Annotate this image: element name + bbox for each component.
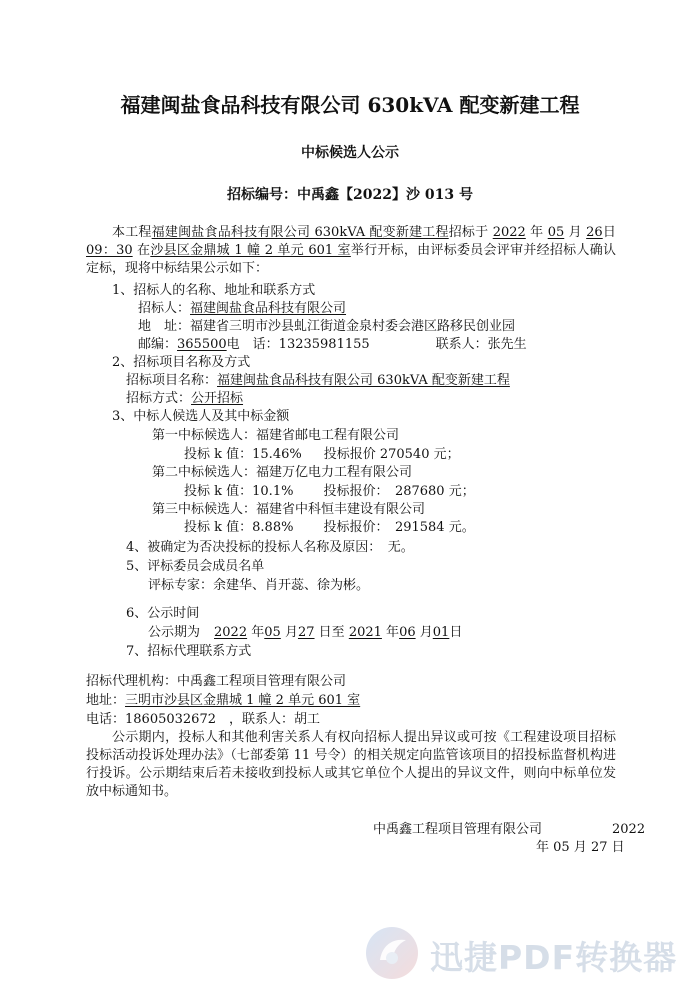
project-name-line [126,372,510,390]
date-text: 月 [284,625,298,640]
notice-text: 公示期内，投标人和其他利害关系人有权向招标人提出异议或可按《工程建设项目招标投标活动投诉处理办法》（七部委第 11 号令）的相关规定向监管该项目的招投标监督机构进行投诉。公示期结束后若未接收到投标人或其它单位个人提出的异议文件，则向中标单位发放中标通知书。 [86,730,616,799]
intro-paragraph [86,224,616,278]
candidate-2-name: 第二中标候选人：福建万亿电力工程有限公司 [152,465,413,480]
intro-year: 2022 [492,225,526,240]
intro-day: 26 [586,225,603,240]
signature-year: 2022 [612,822,646,837]
section-7-heading: 7、招标代理联系方式 [126,644,252,659]
bid-method: 公开招标 [191,391,244,406]
start-year: 2022 [214,625,248,640]
start-month: 05 [264,625,281,640]
date-text: 日至 [318,625,345,640]
intro-place: 沙县区金鼎城 1 幢 2 单元 601 室 [150,243,351,258]
bid-method-label: 招标方式： [126,391,192,406]
bid-number: 招标编号：中禹鑫【2022】沙 013 号 [227,187,473,203]
date-text: 日 [449,625,463,640]
section-5-heading: 5、评标委员会成员名单 [126,559,265,574]
watermark-text: 迅捷PDF转换器 [430,938,678,977]
tenderer-address-line [138,318,515,336]
document-subtitle: 中标候选人公示 [301,145,399,161]
section-4-text: 4、被确定为否决投标的投标人名称及原因： 无。 [126,540,414,555]
section-3-heading: 3、中标人候选人及其中标金额 [112,409,290,424]
intro-project-name: 福建闽盐食品科技有限公司 630kVA 配变新建工程 [151,225,449,240]
signature-date: 年 05 月 27 日 [536,840,625,855]
candidate-1-bid [184,446,460,464]
candidate-3-bid [184,519,475,537]
publicity-period [148,624,462,642]
intro-text: 日 [602,225,616,240]
tenderer-name: 福建闽盐食品科技有限公司 [190,301,347,316]
notice-paragraph [86,729,616,801]
intro-text: 本工程 [112,225,152,240]
intro-text: 年 [530,225,544,240]
expert-list: 评标专家：余建华、肖开蕊、徐为彬。 [148,578,370,593]
intro-text: 月 [568,225,582,240]
intro-text: 在 [137,243,151,258]
agency-contact: 电话：18605032672 ，联系人：胡工 [86,712,320,727]
tenderer-address: 福建省三明市沙县虬江街道金泉村委会港区路移民创业园 [190,319,516,334]
candidate-1-price: 投标报价 270540 元； [323,447,460,462]
intro-text: 举行开标，由评标委员会评审并经招标人确认定标，现将中标结果公示如下： [86,243,616,276]
signature-org: 中禹鑫工程项目管理有限公司 [373,822,543,837]
candidate-1-name: 第一中标候选人：福建省邮电工程有限公司 [152,428,400,443]
tenderer-address-label: 地 址： [138,319,191,334]
agency-name: 招标代理机构：中禹鑫工程项目管理有限公司 [86,674,347,689]
intro-month: 05 [547,225,565,240]
candidate-2-price: 投标报价： 287680 元； [323,484,475,499]
agency-address-line [86,692,360,710]
date-text: 年 [251,625,265,640]
phone-number: 13235981155 [278,337,370,352]
intro-text: 招标于 [448,225,489,240]
bid-method-line [126,390,243,408]
end-month: 06 [399,625,416,640]
candidate-3-price: 投标报价： 291584 元。 [323,520,475,535]
tenderer-contact: 联系人：张先生 [435,337,527,352]
date-text: 月 [419,625,433,640]
project-name-label: 招标项目名称： [126,373,218,388]
section-2-heading: 2、招标项目名称及方式 [112,355,251,370]
candidate-3-name: 第三中标候选人：福建省中科恒丰建设有限公司 [152,502,426,517]
zip-label: 邮编： [138,337,178,352]
intro-time: 09：30 [86,243,133,258]
phone-label: 电 话： [226,337,279,352]
start-day: 27 [297,625,315,640]
project-name: 福建闽盐食品科技有限公司 630kVA 配变新建工程 [217,373,510,388]
section-6-heading: 6、公示时间 [126,606,200,621]
candidate-2-k-value: 投标 k 值：10.1% [184,484,294,499]
candidate-3-k-value: 投标 k 值：8.88% [184,520,294,535]
zip-code: 365500 [177,337,227,352]
end-year: 2021 [348,625,382,640]
publicity-label: 公示期为 [148,625,201,640]
document-title: 福建闽盐食品科技有限公司 630kVA 配变新建工程 [120,93,580,117]
end-day: 01 [432,625,450,640]
date-text: 年 [386,625,400,640]
tenderer-name-label: 招标人： [138,301,191,316]
candidate-1-k-value: 投标 k 值：15.46% [184,447,302,462]
candidate-2-bid [184,483,475,501]
agency-address: 三明市沙县区金鼎城 1 幢 2 单元 601 室 [125,693,361,708]
tenderer-contact-line [138,336,527,354]
tenderer-name-line [138,300,346,318]
agency-address-label: 地址： [86,693,126,708]
section-1-heading: 1、招标人的名称、地址和联系方式 [112,283,316,298]
